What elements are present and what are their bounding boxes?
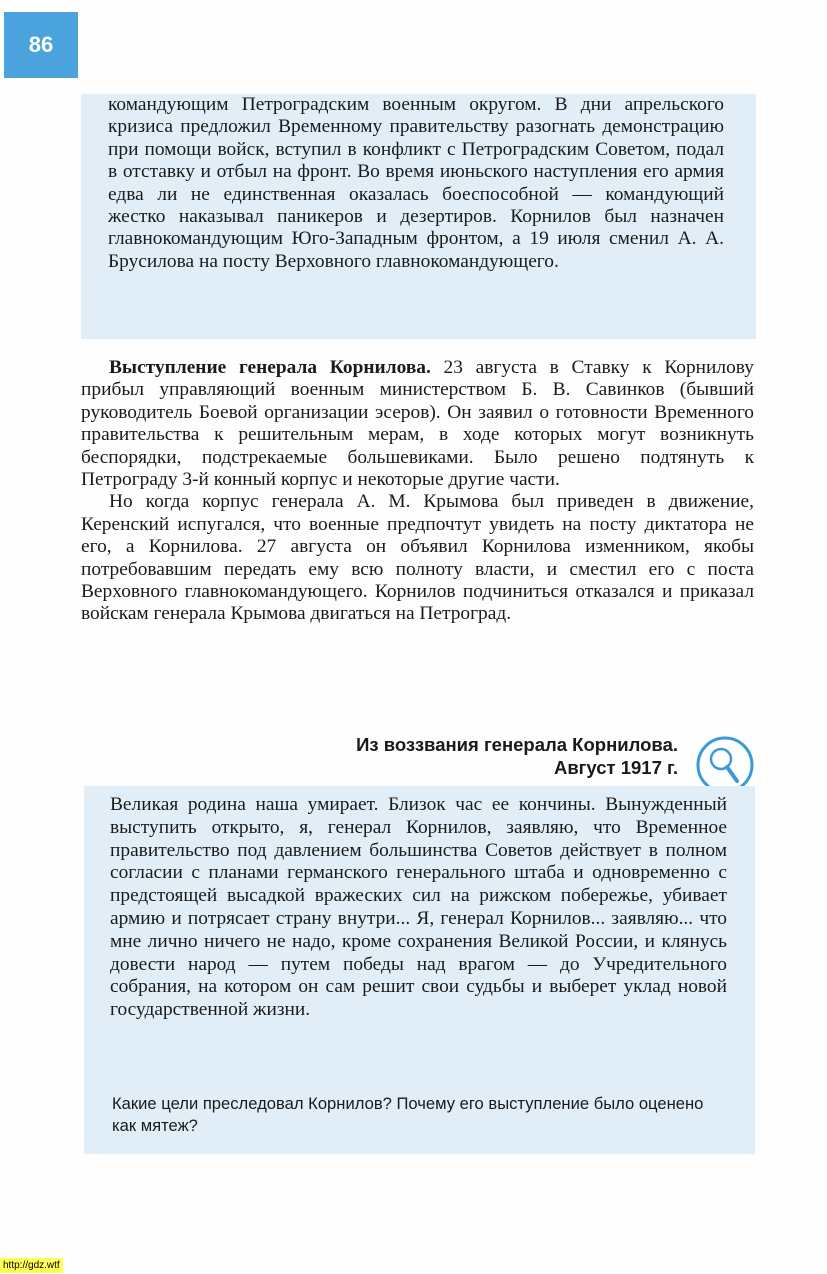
paragraph-1-body: 23 августа в Ставку к Корнилову прибыл управляющий военным министерством Б. В. Савинков (бывший руководитель Боевой организации эсеров). Он заявил о готовности Временного правительства к решительным мерам, в ходе которых могут возникнуть беспорядки, подстрекаемые большевиками. Было решено подтянуть к Петрограду 3-й конный корпус и некоторые другие части. (81, 357, 754, 491)
biography-text: командующим Петроградским военным округом. В дни апрельского кризиса предложил Временному правительству разогнать демонстрацию при помощи войск, вступил в конфликт с Петроградским Советом, подал в отставку и отбыл на фронт. Во время июньского наступления его армия едва ли не единственная оказалась боеспособной — командующий жестко наказывал паникеров и дезертиров. Корнилов был назначен главнокомандующим Юго-Западным фронтом, а 19 июля сменил А. А. Брусилова на посту Верховного главнокомандующего. (108, 94, 724, 272)
source-heading (220, 733, 678, 779)
page-number: 86 (4, 12, 78, 78)
section-heading: Выступление генерала Корнилова. (109, 357, 431, 378)
source-document-text: Великая родина наша умирает. Близок час ее кончины. Вынужденный выступить открыто, я, генерал Корнилов, заявляю, что Временное правительство под давлением большинства Советов действует в полном согласии с планами германского генерального штаба и одновременно с предстоящей высадкой вражеских сил на рижском побережье, убивает армию и потрясает страну внутри... Я, генерал Корнилов... заявляю... что мне лично ничего не надо, кроме сохранения Великой России, и клянусь довести народ — путем победы над врагом — до Учредительного собрания, на котором он сам решит свои судьбы и выберет уклад новой государственной жизни. (110, 794, 727, 1021)
source-date: Август 1917 г. (553, 757, 678, 778)
main-text (81, 357, 754, 626)
paragraph-2: Но когда корпус генерала А. М. Крымова был приведен в движение, Керенский испугался, что военные предпочтут увидеть на посту диктатора не его, а Корнилова. 27 августа он объявил Корнилова изменником, якобы потребовавшим передать ему всю полноту власти, и сместил его с поста Верховного главнокомандующего. Корнилов подчиниться отказался и приказал войскам генерала Крымова двигаться на Петроград. (81, 491, 754, 625)
paragraph-1 (81, 357, 754, 491)
source-title: Из воззвания генерала Корнилова. (356, 734, 678, 755)
review-question: Какие цели преследовал Корнилов? Почему его выступление было оценено как мятеж? (112, 1094, 704, 1135)
watermark-link[interactable]: http://gdz.wtf (0, 1258, 63, 1273)
